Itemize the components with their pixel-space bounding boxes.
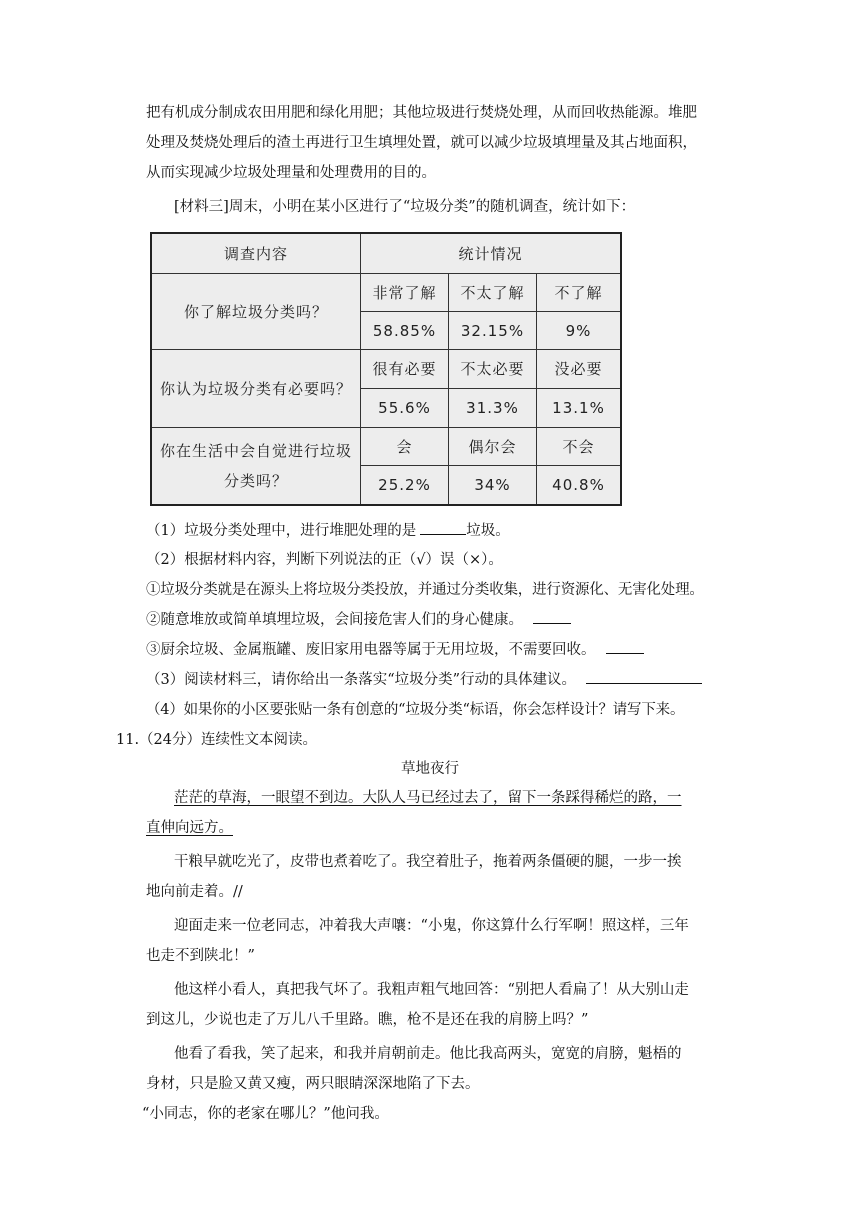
table-value: 9% (537, 312, 620, 350)
question-3-text: （3）阅读材料三，请你给出一条落实“垃圾分类”行动的具体建议。 (146, 672, 577, 688)
table-option: 不太了解 (449, 274, 537, 312)
table-question-line: 你在生活中会自觉进行垃圾 (159, 442, 352, 460)
table-question: 你了解垃圾分类吗？ (152, 274, 361, 350)
story-line: 他这样小看人，真把我气坏了。我粗声粗气地回答：“别把人看扁了！从大别山走 (174, 982, 689, 998)
table-value: 34% (449, 466, 537, 504)
statement-3-text: ③厨余垃圾、金属瓶罐、废旧家用电器等属于无用垃圾，不需要回收。 (146, 642, 596, 658)
table-option: 不了解 (537, 274, 620, 312)
underlined-text: 茫茫的草海，一眼望不到边。大队人马已经过去了，留下一条踩得稀烂的路，一 (174, 790, 682, 806)
question-1 (146, 516, 736, 546)
story-line: 身材，只是脸又黄又瘦，两只眼睛深深地陷了下去。 (146, 1076, 480, 1092)
table-option: 会 (361, 428, 449, 466)
answer-blank[interactable] (533, 609, 571, 624)
story-line: “小同志，你的老家在哪儿？”他问我。 (142, 1106, 389, 1122)
intro-line-1: 把有机成分制成农田用肥和绿化用肥；其他垃圾进行焚烧处理，从而回收热能源。堆肥 (146, 105, 697, 121)
question-4: （4）如果你的小区要张贴一条有创意的“垃圾分类“标语，你会怎样设计？请写下来。 (146, 702, 685, 718)
answer-blank[interactable] (586, 669, 702, 684)
question-3 (146, 665, 736, 695)
intro-line-2: 处理及焚烧处理后的渣土再进行卫生填埋处置，就可以减少垃圾填埋量及其占地面积， (146, 135, 697, 151)
table-header-stats: 统计情况 (361, 234, 620, 274)
question-2: （2）根据材料内容，判断下列说法的正（√）误（×）。 (146, 552, 503, 568)
intro-line-3: 从而实现减少垃圾处理量和处理费用的目的。 (146, 165, 436, 181)
table-option: 不太必要 (449, 350, 537, 389)
table-value: 32.15% (449, 312, 537, 350)
statement-3 (146, 635, 736, 665)
table-question-line: 分类吗？ (223, 472, 288, 490)
survey-table (150, 232, 622, 506)
underlined-text: 直伸向远方。 (146, 820, 233, 836)
story-line: 到这儿，少说也走了万儿八千里路。瞧，枪不是还在我的肩膀上吗？” (146, 1012, 589, 1028)
table-value: 40.8% (552, 476, 605, 494)
question-11: 11.（24分）连续性文本阅读。 (116, 732, 318, 748)
table-value: 13.1% (537, 389, 620, 428)
table-option: 不会 (537, 428, 620, 466)
table-header-content: 调查内容 (152, 234, 361, 274)
answer-blank[interactable] (606, 639, 644, 654)
story-line: 他看了看我，笑了起来，和我并肩朝前走。他比我高两头，宽宽的肩膀，魁梧的 (174, 1046, 682, 1062)
story-line: 迎面走来一位老同志，冲着我大声嚷：“小鬼，你这算什么行军啊！照这样，三年 (174, 918, 689, 934)
story-line: 地向前走着。// (146, 884, 243, 900)
answer-blank[interactable] (420, 520, 466, 535)
statement-1: ①垃圾分类就是在源头上将垃圾分类投放，并通过分类收集，进行资源化、无害化处理。 (146, 582, 704, 598)
story-line (174, 783, 764, 813)
table-value: 31.3% (449, 389, 537, 428)
story-line: 也走不到陕北！” (146, 948, 255, 964)
table-option: 没必要 (537, 350, 620, 389)
story-line (146, 813, 736, 843)
table-question: 你认为垃圾分类有必要吗？ (152, 350, 361, 428)
story-line: 干粮早就吃光了，皮带也煮着吃了。我空着肚子，拖着两条僵硬的腿，一步一挨 (174, 854, 682, 870)
table-value: 58.85% (361, 312, 449, 350)
statement-2 (146, 605, 736, 635)
story-title: 草地夜行 (401, 761, 459, 777)
table-option: 非常了解 (361, 274, 449, 312)
table-option: 很有必要 (361, 350, 449, 389)
table-option: 偶尔会 (449, 428, 537, 466)
table-value: 25.2% (361, 466, 449, 504)
question-1-suffix: 垃圾。 (466, 523, 510, 539)
table-value: 55.6% (361, 389, 449, 428)
statement-2-text: ②随意堆放或简单填埋垃圾，会间接危害人们的身心健康。 (146, 612, 523, 628)
table-question (152, 428, 361, 504)
question-1-text: （1）垃圾分类处理中，进行堆肥处理的是 (146, 523, 417, 539)
material-three-intro: [材料三]周末，小明在某小区进行了“垃圾分类”的随机调查，统计如下： (174, 199, 636, 215)
